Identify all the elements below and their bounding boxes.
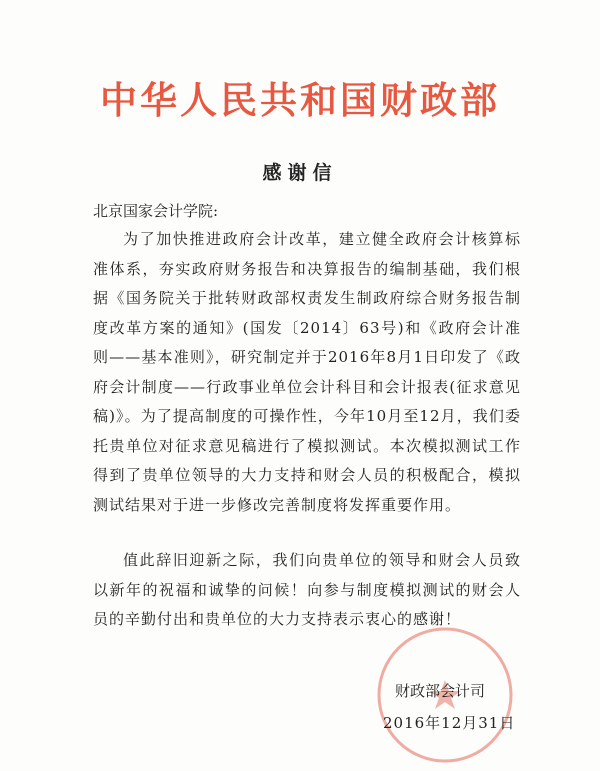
body-paragraph-2: 值此辞旧迎新之际，我们向贵单位的领导和财会人员致以新年的祝福和诚挚的问候！向参与制度模拟测试的财会人员的辛勤付出和贵单位的大力支持表示衷心的感谢！	[93, 551, 521, 628]
salutation: 北京国家会计学院:	[93, 202, 219, 220]
letter-title: 感谢信	[262, 162, 338, 184]
signature-org: 财政部会计司	[395, 682, 486, 700]
signature-date: 2016年12月31日	[383, 714, 516, 732]
letterhead: 中华人民共和国财政部	[100, 78, 500, 122]
body-paragraph-1: 为了加快推进政府会计改革，建立健全政府会计核算标准体系，夯实政府财务报告和决算报告的编制基础，我们根据《国务院关于批转财政部权责发生制政府综合财务报告制度改革方案的通知》(国发〔2014〕63号)和《政府会计准则——基本准则》，研究制定并于2016年8月1日印发了《政府会计制度——行政事业单位会计科目和会计报表(征求意见稿)》。为了提高制度的可操作性，今年10月至12月，我们委托贵单位对征求意见稿进行了模拟测试。本次模拟测试工作得到了贵单位领导的大力支持和财会人员的积极配合，模拟测试结果对于进一步修改完善制度将发挥重要作用。	[93, 230, 521, 514]
